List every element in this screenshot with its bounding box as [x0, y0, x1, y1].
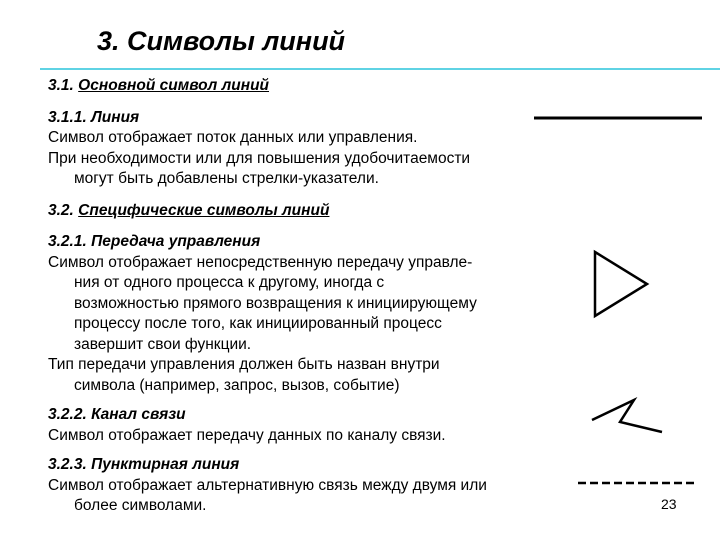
- section-3-2-1-line: символа (например, запрос, вызов, событие): [74, 376, 400, 394]
- section-3-2-2-line: Символ отображает передачу данных по каналу связи.: [48, 426, 446, 444]
- dashed-line-symbol: [576, 478, 698, 488]
- section-3-2-label: Специфические символы линий: [78, 201, 330, 219]
- section-3-2-heading: [48, 201, 568, 222]
- communication-channel-zigzag-symbol: [588, 396, 668, 438]
- section-3-2-1-heading: 3.2.1. Передача управления: [48, 233, 261, 250]
- section-3-1-1-line: могут быть добавлены стрелки-указатели.: [74, 170, 379, 187]
- page-number: 23: [661, 496, 677, 512]
- solid-line-symbol: [532, 112, 704, 124]
- section-3-2-1-line: процессу после того, как инициированный процесс: [74, 315, 442, 332]
- section-3-2-2-heading: 3.2.2. Канал связи: [48, 406, 186, 423]
- title-divider: [40, 68, 720, 70]
- content-column: [48, 76, 568, 517]
- slide-title: 3. Символы линий: [97, 26, 346, 56]
- section-3-2-1-line: Символ отображает непосредственную передачу управле-: [48, 253, 473, 271]
- section-3-1-1-line: Символ отображает поток данных или управления.: [48, 129, 418, 146]
- section-3-2-1-line: возможностью прямого возвращения к инициирующему: [74, 294, 477, 312]
- section-3-1-number: 3.1.: [48, 77, 74, 94]
- section-3-2-1-line: завершит свои функции.: [74, 335, 252, 353]
- section-3-1-1-line: При необходимости или для повышения удобочитаемости: [48, 149, 471, 167]
- section-3-2-1-line: ния от одного процесса к другому, иногда с: [74, 274, 385, 291]
- section-3-2-number: 3.2.: [48, 201, 74, 219]
- section-3-2-3-heading: 3.2.3. Пунктирная линия: [48, 456, 240, 473]
- section-3-1-1-heading: 3.1.1. Линия: [48, 108, 140, 126]
- section-3-2-3-line: Символ отображает альтернативную связь между двумя или: [48, 476, 487, 494]
- section-3-2-1-line: Тип передачи управления должен быть назван внутри: [48, 356, 440, 373]
- section-3-1-heading: [48, 76, 568, 97]
- section-3-2-3-line: более символами.: [74, 497, 207, 514]
- section-3-1-label: Основной символ линий: [78, 77, 270, 94]
- control-transfer-triangle-symbol: [590, 248, 652, 320]
